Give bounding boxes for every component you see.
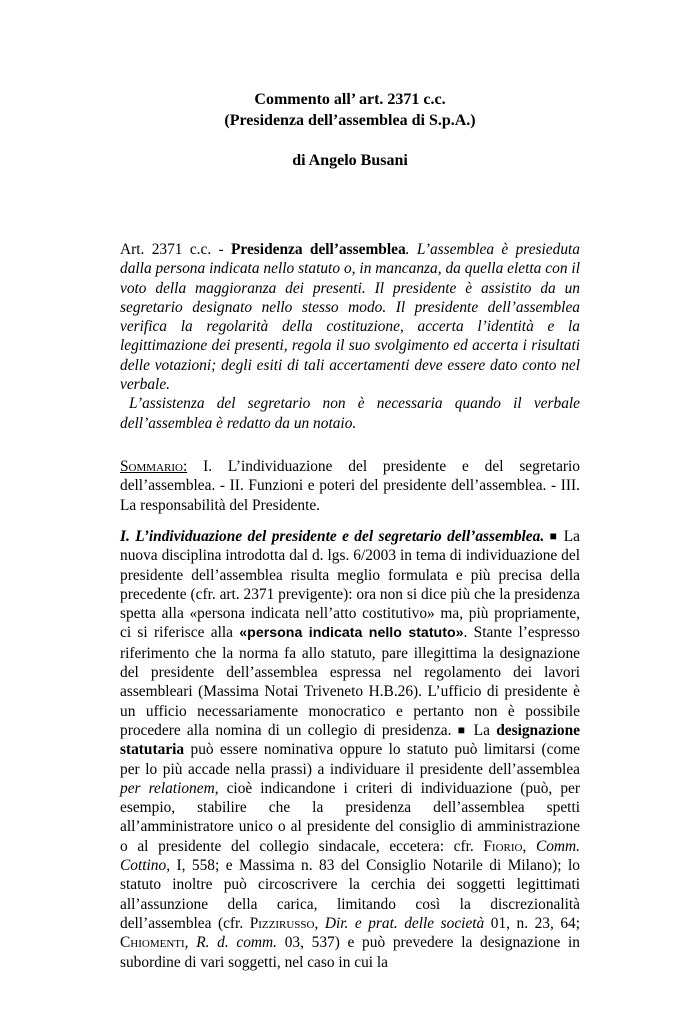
section-text: può essere nominativa oppure lo statuto può limitarsi (come per lo più accade nella prassi) a individuare il presidente dell’assemblea	[120, 741, 580, 778]
article-ref: Art. 2371 c.c. -	[120, 241, 232, 258]
summary	[120, 457, 580, 515]
article-body-2: L’assistenza del segretario non è necessaria quando il verbale dell’assemblea è redatto da un notaio.	[120, 395, 580, 432]
author-line: di Angelo Busani	[292, 152, 408, 169]
square-marker: ■	[549, 529, 559, 543]
section-1-heading: I. L’individuazione del presidente e del segretario dell’assemblea.	[120, 528, 545, 545]
section-text: ,	[522, 837, 536, 855]
summary-text: I. L’individuazione del presidente e del segretario dell’assemblea. - II. Funzioni e poteri del presidente dell’assemblea. - III. La responsabilità del Presidente.	[120, 458, 580, 514]
article-heading: Presidenza dell’assemblea	[231, 241, 406, 258]
italic-phrase: per relationem	[120, 779, 215, 797]
document-subtitle: (Presidenza dell’assemblea di S.p.A.)	[224, 112, 476, 129]
article-body-1: . L’assemblea è presieduta dalla persona indicata nello statuto o, in mancanza, da quella eletta con il voto della maggioranza dei presenti. Il presidente è assistito da un segretario designato nello stesso modo. Il presidente dell’assemblea verifica la regolarità della costituzione, accerta l’identità e la legittimazione dei presenti, regola il suo svolgimento ed accerta i risultati delle votazioni; degli esiti di tali accertamenti deve essere dato conto nel verbale.	[120, 241, 580, 394]
section-text: , I, 558; e Massima n. 83 del Consiglio Notarile di Milano); lo statuto inoltre può circoscrivere la cerchia dei soggetti legittimati all’assunzione della carica, limitando così la discrezionalità dell’assemblea (cfr.	[120, 857, 580, 932]
guillemet-close: »	[455, 625, 464, 642]
article-paragraph-2	[120, 394, 580, 433]
guillemet-open: «	[239, 625, 248, 642]
source-citation: R. d. comm.	[196, 934, 277, 952]
document-title: Commento all’ art. 2371 c.c.	[254, 91, 446, 108]
title-block	[0, 89, 700, 171]
bold-phrase-designazione: designazione statutaria	[120, 721, 580, 759]
section-text: ,	[314, 914, 325, 932]
section-text: . Stante l’espresso riferimento che la norma fa allo statuto, pare illegittima la designazione del presidente dell’assemblea espressa nel regolamento dei lavori assembleari (Massima Notai Triveneto H.B.26). L’ufficio di presidente è un ufficio necessariamente monocratico e pertanto non è possibile procedere alla nomina di un collegio di presidenza.	[120, 624, 581, 739]
article-paragraph-1	[120, 240, 580, 394]
source-citation: Dir. e prat. delle società	[324, 914, 485, 932]
article-text	[120, 240, 580, 433]
source-citation: Comm. Cottino	[120, 837, 580, 875]
bold-phrase-statuto: persona indicata nello statuto	[247, 625, 456, 642]
section-1	[120, 527, 580, 972]
section-text: , cioè indicandone i criteri di individuazione (può, per esempio, stabilire che la presidenza dell’assemblea spetti all’amministratore unico o al presidente del consiglio di amministrazione o al presidente del collegio sindacale, eccetera: cfr.	[120, 779, 580, 855]
square-marker: ■	[457, 722, 468, 737]
summary-label: Sommario:	[120, 458, 188, 475]
section-1-paragraph	[120, 527, 580, 972]
summary-paragraph	[120, 457, 580, 515]
author-citation: Pizzirusso	[249, 914, 315, 932]
author-citation: Chiomenti	[120, 934, 185, 952]
section-text: ,	[184, 934, 197, 952]
section-text: 03, 537) e può prevedere la designazione in subordine di vari soggetti, nel caso in cui la	[120, 934, 581, 971]
section-text: La	[467, 721, 497, 739]
section-text: 01, n. 23, 64;	[484, 914, 580, 932]
section-text: La nuova disciplina introdotta dal d. lgs. 6/2003 in tema di individuazione del presidente dell’assemblea risulta meglio formulata e più precisa della precedente (cfr. art. 2371 previgente): ora non si dice più che la presidenza spetta alla «persona indicata nell’atto costitutivo» ma, più propriamente, ci si riferisce alla	[120, 528, 580, 642]
author-citation: Fiorio	[483, 837, 523, 855]
